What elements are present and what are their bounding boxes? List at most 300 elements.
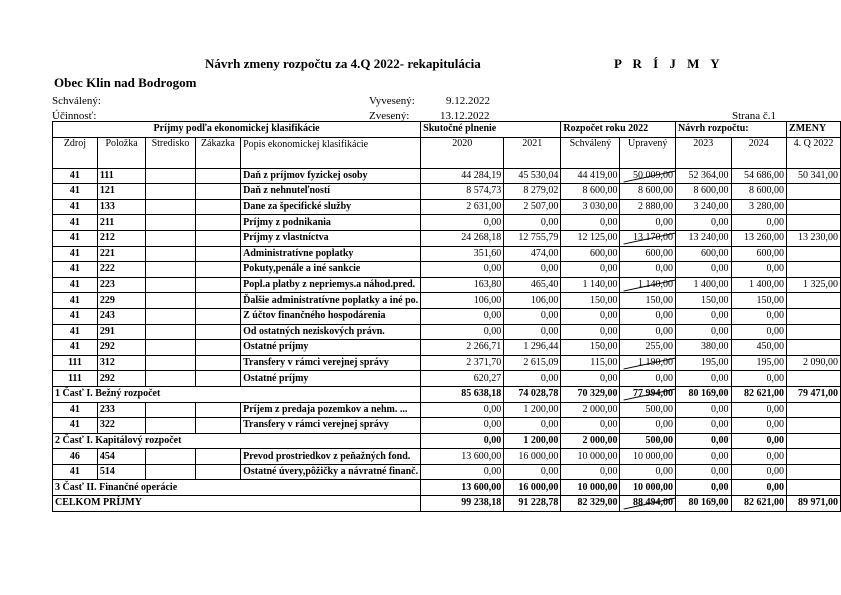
cell-polozka: 121 <box>97 184 145 200</box>
cell-2023: 0,00 <box>675 433 731 449</box>
cell-polozka: 292 <box>97 371 145 387</box>
col-zdroj: Zdroj <box>53 137 98 168</box>
cell-2021: 1 200,00 <box>504 433 561 449</box>
cell-popis: Transfery v rámci verejnej správy <box>241 355 421 371</box>
cell-2020: 2 631,00 <box>421 199 504 215</box>
summary-label: 3 Časť II. Finančné operácie <box>53 480 421 496</box>
cell-2023: 0,00 <box>675 308 731 324</box>
cell-2021: 465,40 <box>504 277 561 293</box>
cell-zmeny: 13 230,00 <box>787 230 841 246</box>
cell-2020: 106,00 <box>421 293 504 309</box>
cell-2023: 0,00 <box>675 480 731 496</box>
cell-zmeny: 50 341,00 <box>787 168 841 184</box>
cell-2024: 13 260,00 <box>731 230 787 246</box>
table-row <box>53 308 841 324</box>
cell-zakazka <box>195 246 240 262</box>
cell-schvaleny: 0,00 <box>561 464 620 480</box>
cell-upraveny: 0,00 <box>620 418 676 434</box>
cell-2020: 0,00 <box>421 464 504 480</box>
cell-upraveny: 88 494,00 <box>620 496 676 512</box>
cell-popis: Administratívne poplatky <box>241 246 421 262</box>
cell-polozka: 233 <box>97 402 145 418</box>
cell-zmeny <box>787 371 841 387</box>
cell-2021: 45 530,04 <box>504 168 561 184</box>
cell-schvaleny: 12 125,00 <box>561 230 620 246</box>
header-zmeny: ZMENY <box>787 122 841 138</box>
cell-upraveny: 0,00 <box>620 464 676 480</box>
cell-zdroj: 41 <box>53 308 98 324</box>
cell-2021: 0,00 <box>504 371 561 387</box>
table-row <box>53 418 841 434</box>
cell-upraveny: 2 880,00 <box>620 199 676 215</box>
cell-2024: 195,00 <box>731 355 787 371</box>
cell-2021: 2 615,09 <box>504 355 561 371</box>
cell-schvaleny: 0,00 <box>561 215 620 231</box>
table-row <box>53 230 841 246</box>
cell-stredisko <box>146 355 195 371</box>
cell-zdroj: 41 <box>53 464 98 480</box>
schvaleny-label: Schválený: <box>52 95 101 107</box>
cell-2023: 0,00 <box>675 324 731 340</box>
cell-2024: 3 280,00 <box>731 199 787 215</box>
vyveseny-date: 9.12.2022 <box>446 95 490 107</box>
cell-zakazka <box>195 199 240 215</box>
cell-stredisko <box>146 464 195 480</box>
cell-polozka: 229 <box>97 293 145 309</box>
cell-upraveny: 0,00 <box>620 371 676 387</box>
cell-2020: 24 268,18 <box>421 230 504 246</box>
cell-zdroj: 41 <box>53 168 98 184</box>
col-zakazka: Zákazka <box>195 137 240 168</box>
cell-2021: 2 507,00 <box>504 199 561 215</box>
cell-upraveny: 500,00 <box>620 433 676 449</box>
summary-label: CELKOM PRÍJMY <box>53 496 421 512</box>
cell-zdroj: 41 <box>53 340 98 356</box>
cell-polozka: 221 <box>97 246 145 262</box>
cell-2023: 80 169,00 <box>675 386 731 402</box>
cell-zmeny <box>787 262 841 278</box>
cell-zdroj: 41 <box>53 230 98 246</box>
cell-polozka: 211 <box>97 215 145 231</box>
cell-schvaleny: 1 140,00 <box>561 277 620 293</box>
cell-2020: 0,00 <box>421 324 504 340</box>
cell-schvaleny: 0,00 <box>561 262 620 278</box>
cell-stredisko <box>146 324 195 340</box>
cell-zakazka <box>195 402 240 418</box>
cell-zmeny <box>787 199 841 215</box>
cell-2023: 600,00 <box>675 246 731 262</box>
cell-2024: 0,00 <box>731 215 787 231</box>
cell-zdroj: 41 <box>53 199 98 215</box>
col-2020: 2020 <box>421 137 504 168</box>
col-2024: 2024 <box>731 137 787 168</box>
cell-2024: 0,00 <box>731 402 787 418</box>
cell-zdroj: 41 <box>53 418 98 434</box>
cell-zmeny <box>787 402 841 418</box>
cell-2021: 74 028,78 <box>504 386 561 402</box>
cell-2021: 16 000,00 <box>504 449 561 465</box>
cell-2020: 0,00 <box>421 308 504 324</box>
cell-schvaleny: 8 600,00 <box>561 184 620 200</box>
cell-polozka: 243 <box>97 308 145 324</box>
summary-row <box>53 433 841 449</box>
table-row <box>53 340 841 356</box>
table-row <box>53 184 841 200</box>
cell-2021: 106,00 <box>504 293 561 309</box>
cell-upraveny: 50 009,00 <box>620 168 676 184</box>
cell-2020: 85 638,18 <box>421 386 504 402</box>
cell-schvaleny: 10 000,00 <box>561 449 620 465</box>
cell-zmeny <box>787 215 841 231</box>
cell-2020: 2 371,70 <box>421 355 504 371</box>
cell-zmeny <box>787 418 841 434</box>
cell-2023: 52 364,00 <box>675 168 731 184</box>
zveseny-date: 13.12.2022 <box>440 110 490 122</box>
cell-2024: 0,00 <box>731 449 787 465</box>
cell-popis: Ostatné úvery,pôžičky a návratné finanč. <box>241 464 421 480</box>
cell-2021: 0,00 <box>504 262 561 278</box>
cell-zakazka <box>195 371 240 387</box>
cell-zdroj: 41 <box>53 184 98 200</box>
cell-2024: 0,00 <box>731 308 787 324</box>
cell-zmeny <box>787 449 841 465</box>
cell-2020: 0,00 <box>421 418 504 434</box>
cell-upraveny: 0,00 <box>620 324 676 340</box>
cell-zmeny <box>787 464 841 480</box>
group-header-row <box>53 122 841 138</box>
cell-upraveny: 77 994,00 <box>620 386 676 402</box>
cell-schvaleny: 600,00 <box>561 246 620 262</box>
cell-upraveny: 500,00 <box>620 402 676 418</box>
cell-2023: 0,00 <box>675 402 731 418</box>
table-row <box>53 355 841 371</box>
cell-2024: 0,00 <box>731 433 787 449</box>
cell-upraveny: 8 600,00 <box>620 184 676 200</box>
summary-label: 1 Časť I. Bežný rozpočet <box>53 386 421 402</box>
table-row <box>53 464 841 480</box>
header-rozpocet: Rozpočet roku 2022 <box>561 122 676 138</box>
cell-zakazka <box>195 262 240 278</box>
cell-polozka: 111 <box>97 168 145 184</box>
cell-zmeny: 89 971,00 <box>787 496 841 512</box>
cell-schvaleny: 44 419,00 <box>561 168 620 184</box>
col-2021: 2021 <box>504 137 561 168</box>
cell-zmeny <box>787 480 841 496</box>
cell-zmeny <box>787 433 841 449</box>
cell-upraveny: 1 140,00 <box>620 277 676 293</box>
table-row <box>53 449 841 465</box>
cell-popis: Dane za špecifické služby <box>241 199 421 215</box>
cell-zakazka <box>195 293 240 309</box>
cell-2024: 0,00 <box>731 262 787 278</box>
cell-stredisko <box>146 449 195 465</box>
cell-popis: Pokuty,penále a iné sankcie <box>241 262 421 278</box>
table-row <box>53 168 841 184</box>
cell-schvaleny: 0,00 <box>561 418 620 434</box>
cell-2024: 0,00 <box>731 418 787 434</box>
header-skutocne: Skutočné plnenie <box>421 122 561 138</box>
cell-polozka: 291 <box>97 324 145 340</box>
cell-2020: 99 238,18 <box>421 496 504 512</box>
table-row <box>53 293 841 309</box>
cell-zakazka <box>195 184 240 200</box>
cell-2020: 0,00 <box>421 262 504 278</box>
cell-stredisko <box>146 371 195 387</box>
cell-2021: 8 279,02 <box>504 184 561 200</box>
col-polozka: Položka <box>97 137 145 168</box>
header-navrh: Návrh rozpočtu: <box>675 122 786 138</box>
cell-stredisko <box>146 418 195 434</box>
cell-2021: 0,00 <box>504 418 561 434</box>
cell-stredisko <box>146 246 195 262</box>
cell-zakazka <box>195 230 240 246</box>
cell-2023: 195,00 <box>675 355 731 371</box>
cell-popis: Z účtov finančného hospodárenia <box>241 308 421 324</box>
cell-popis: Príjmy z vlastníctva <box>241 230 421 246</box>
cell-upraveny: 600,00 <box>620 246 676 262</box>
cell-zakazka <box>195 340 240 356</box>
col-zmeny-4q: 4. Q 2022 <box>787 137 841 168</box>
cell-popis: Ostatné príjmy <box>241 371 421 387</box>
municipality-name: Obec Klin nad Bodrogom <box>54 75 197 90</box>
cell-2024: 0,00 <box>731 324 787 340</box>
cell-2021: 91 228,78 <box>504 496 561 512</box>
cell-2021: 1 296,44 <box>504 340 561 356</box>
cell-2024: 1 400,00 <box>731 277 787 293</box>
cell-popis: Príjem z predaja pozemkov a nehm. ... <box>241 402 421 418</box>
cell-zakazka <box>195 449 240 465</box>
cell-2024: 82 621,00 <box>731 496 787 512</box>
cell-polozka: 292 <box>97 340 145 356</box>
cell-zmeny <box>787 340 841 356</box>
cell-2020: 351,60 <box>421 246 504 262</box>
cell-2020: 0,00 <box>421 402 504 418</box>
cell-zakazka <box>195 324 240 340</box>
cell-2024: 54 686,00 <box>731 168 787 184</box>
cell-2024: 150,00 <box>731 293 787 309</box>
cell-stredisko <box>146 199 195 215</box>
cell-zakazka <box>195 277 240 293</box>
cell-2023: 380,00 <box>675 340 731 356</box>
cell-schvaleny: 0,00 <box>561 308 620 324</box>
cell-2023: 80 169,00 <box>675 496 731 512</box>
table-row <box>53 199 841 215</box>
table-row <box>53 324 841 340</box>
cell-popis: Popl.a platby z nepriemys.a náhod.pred. <box>241 277 421 293</box>
cell-zmeny <box>787 324 841 340</box>
cell-schvaleny: 82 329,00 <box>561 496 620 512</box>
cell-2023: 0,00 <box>675 371 731 387</box>
cell-zakazka <box>195 168 240 184</box>
cell-2023: 3 240,00 <box>675 199 731 215</box>
cell-2024: 450,00 <box>731 340 787 356</box>
cell-zdroj: 46 <box>53 449 98 465</box>
table-row <box>53 215 841 231</box>
cell-zmeny <box>787 246 841 262</box>
header-klasifikacia: Príjmy podľa ekonomickej klasifikácie <box>53 122 421 138</box>
cell-2021: 0,00 <box>504 464 561 480</box>
cell-polozka: 322 <box>97 418 145 434</box>
cell-zmeny <box>787 184 841 200</box>
cell-schvaleny: 70 329,00 <box>561 386 620 402</box>
cell-schvaleny: 150,00 <box>561 293 620 309</box>
cell-2021: 0,00 <box>504 324 561 340</box>
budget-table <box>52 121 841 512</box>
cell-schvaleny: 150,00 <box>561 340 620 356</box>
cell-popis: Transfery v rámci verejnej správy <box>241 418 421 434</box>
cell-2023: 150,00 <box>675 293 731 309</box>
summary-label: 2 Časť I. Kapitálový rozpočet <box>53 433 421 449</box>
cell-upraveny: 10 000,00 <box>620 449 676 465</box>
cell-2021: 474,00 <box>504 246 561 262</box>
cell-zakazka <box>195 215 240 231</box>
table-row <box>53 402 841 418</box>
cell-2020: 163,80 <box>421 277 504 293</box>
cell-zakazka <box>195 355 240 371</box>
cell-stredisko <box>146 215 195 231</box>
cell-schvaleny: 0,00 <box>561 371 620 387</box>
cell-2023: 0,00 <box>675 418 731 434</box>
cell-stredisko <box>146 293 195 309</box>
cell-polozka: 212 <box>97 230 145 246</box>
column-header-row <box>53 137 841 168</box>
cell-stredisko <box>146 402 195 418</box>
cell-upraveny: 10 000,00 <box>620 480 676 496</box>
zveseny-label: Zvesený: <box>369 110 410 122</box>
cell-upraveny: 0,00 <box>620 308 676 324</box>
cell-popis: Od ostatných neziskových právn. <box>241 324 421 340</box>
cell-2021: 0,00 <box>504 215 561 231</box>
cell-zdroj: 41 <box>53 293 98 309</box>
cell-zmeny: 2 090,00 <box>787 355 841 371</box>
cell-2023: 0,00 <box>675 464 731 480</box>
col-popis: Popis ekonomickej klasifikácie <box>241 137 421 168</box>
cell-zmeny: 79 471,00 <box>787 386 841 402</box>
cell-2020: 2 266,71 <box>421 340 504 356</box>
document-title: Návrh zmeny rozpočtu za 4.Q 2022- rekapitulácia <box>205 56 481 71</box>
col-stredisko: Stredisko <box>146 137 195 168</box>
cell-polozka: 312 <box>97 355 145 371</box>
cell-2020: 44 284,19 <box>421 168 504 184</box>
cell-2020: 0,00 <box>421 215 504 231</box>
cell-zdroj: 41 <box>53 246 98 262</box>
cell-stredisko <box>146 262 195 278</box>
cell-2024: 8 600,00 <box>731 184 787 200</box>
cell-2021: 0,00 <box>504 308 561 324</box>
cell-zdroj: 41 <box>53 402 98 418</box>
cell-stredisko <box>146 277 195 293</box>
table-row <box>53 371 841 387</box>
table-row <box>53 277 841 293</box>
cell-upraveny: 1 190,00 <box>620 355 676 371</box>
table-row <box>53 246 841 262</box>
cell-zdroj: 41 <box>53 262 98 278</box>
cell-schvaleny: 115,00 <box>561 355 620 371</box>
col-2023: 2023 <box>675 137 731 168</box>
cell-zakazka <box>195 418 240 434</box>
cell-2023: 1 400,00 <box>675 277 731 293</box>
table-row <box>53 262 841 278</box>
cell-zakazka <box>195 464 240 480</box>
cell-schvaleny: 0,00 <box>561 324 620 340</box>
cell-schvaleny: 10 000,00 <box>561 480 620 496</box>
cell-upraveny: 0,00 <box>620 215 676 231</box>
cell-stredisko <box>146 340 195 356</box>
cell-2024: 600,00 <box>731 246 787 262</box>
cell-stredisko <box>146 168 195 184</box>
summary-row <box>53 386 841 402</box>
vyveseny-label: Vyvesený: <box>369 95 415 107</box>
col-schvaleny: Schválený <box>561 137 620 168</box>
cell-polozka: 133 <box>97 199 145 215</box>
cell-zmeny: 1 325,00 <box>787 277 841 293</box>
cell-zdroj: 41 <box>53 277 98 293</box>
cell-upraveny: 13 170,00 <box>620 230 676 246</box>
cell-2021: 16 000,00 <box>504 480 561 496</box>
cell-popis: Príjmy z podnikania <box>241 215 421 231</box>
cell-polozka: 223 <box>97 277 145 293</box>
cell-stredisko <box>146 230 195 246</box>
cell-2024: 0,00 <box>731 464 787 480</box>
cell-zmeny <box>787 293 841 309</box>
cell-2023: 0,00 <box>675 449 731 465</box>
cell-2023: 0,00 <box>675 215 731 231</box>
cell-schvaleny: 2 000,00 <box>561 433 620 449</box>
cell-popis: Daň z príjmov fyzickej osoby <box>241 168 421 184</box>
cell-2020: 13 600,00 <box>421 480 504 496</box>
cell-stredisko <box>146 308 195 324</box>
cell-2023: 0,00 <box>675 262 731 278</box>
cell-zakazka <box>195 308 240 324</box>
cell-popis: Prevod prostriedkov z peňažných fond. <box>241 449 421 465</box>
cell-2024: 82 621,00 <box>731 386 787 402</box>
cell-2020: 13 600,00 <box>421 449 504 465</box>
cell-polozka: 454 <box>97 449 145 465</box>
cell-2023: 8 600,00 <box>675 184 731 200</box>
cell-polozka: 222 <box>97 262 145 278</box>
cell-2020: 0,00 <box>421 433 504 449</box>
summary-row <box>53 480 841 496</box>
ucinnost-label: Účinnosť: <box>52 110 97 122</box>
cell-zdroj: 111 <box>53 371 98 387</box>
cell-2023: 13 240,00 <box>675 230 731 246</box>
cell-stredisko <box>146 184 195 200</box>
cell-polozka: 514 <box>97 464 145 480</box>
cell-upraveny: 150,00 <box>620 293 676 309</box>
cell-upraveny: 0,00 <box>620 262 676 278</box>
cell-popis: Ďalšie administratívne poplatky a iné po. <box>241 293 421 309</box>
cell-2021: 1 200,00 <box>504 402 561 418</box>
cell-popis: Ostatné príjmy <box>241 340 421 356</box>
cell-schvaleny: 3 030,00 <box>561 199 620 215</box>
cell-2020: 8 574,73 <box>421 184 504 200</box>
cell-2024: 0,00 <box>731 480 787 496</box>
cell-schvaleny: 2 000,00 <box>561 402 620 418</box>
cell-upraveny: 255,00 <box>620 340 676 356</box>
page-number: Strana č.1 <box>732 110 776 122</box>
cell-zdroj: 41 <box>53 215 98 231</box>
cell-2020: 620,27 <box>421 371 504 387</box>
cell-popis: Daň z nehnuteľností <box>241 184 421 200</box>
section-label: P R Í J M Y <box>614 56 724 71</box>
cell-2024: 0,00 <box>731 371 787 387</box>
col-upraveny: Upravený <box>620 137 676 168</box>
summary-row <box>53 496 841 512</box>
cell-zdroj: 41 <box>53 324 98 340</box>
cell-zmeny <box>787 308 841 324</box>
cell-2021: 12 755,79 <box>504 230 561 246</box>
cell-zdroj: 111 <box>53 355 98 371</box>
